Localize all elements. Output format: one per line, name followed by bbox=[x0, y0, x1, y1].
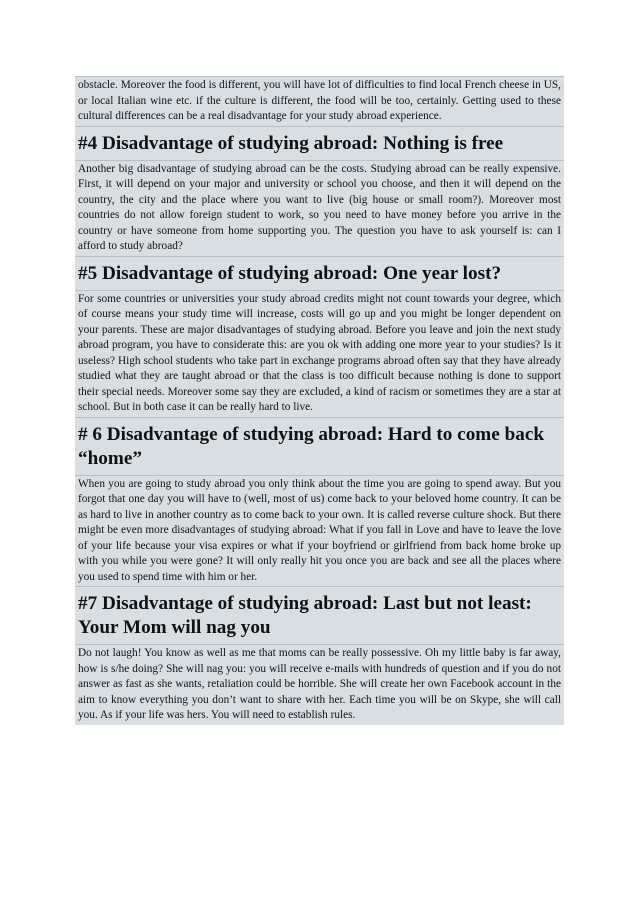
document-content bbox=[75, 76, 564, 725]
section-6-heading: # 6 Disadvantage of studying abroad: Hard to come back “home” bbox=[75, 417, 564, 475]
section-7-body: Do not laugh! You know as well as me that moms can be really possessive. Oh my little baby is far away, how is s/he doing? She will nag you: you will receive e-mails with hundreds of question and if you do not answer as fast as she wants, retaliation could be horrible. She will create her own Facebook account in the aim to know everything you don’t want to share with her. Each time you will be on Skype, she will call you. As if your life was hers. You will need to establish rules. bbox=[75, 644, 564, 725]
section-4-body: Another big disadvantage of studying abroad can be the costs. Studying abroad can be really expensive. First, it will depend on your major and university or school you choose, and then it will depend on the country, the city and the place where you want to live (big house or small room?). Moreover most countries do not allow foreign student to work, so you need to have money before you arrive in the country or have someone from home supporting you. The question you have to ask yourself is: can I afford to study abroad? bbox=[75, 160, 564, 256]
intro-paragraph: obstacle. Moreover the food is different, you will have lot of difficulties to find local French cheese in US, or local Italian wine etc. if the culture is different, the food will be too, certainly. Getting used to these cultural differences can be a real disadvantage for your study abroad experience. bbox=[75, 76, 564, 126]
section-5-heading: #5 Disadvantage of studying abroad: One year lost? bbox=[75, 256, 564, 290]
section-6-body: When you are going to study abroad you only think about the time you are going to spend away. But you forgot that one day you will have to (well, most of us) come back to your beloved home country. It can be as hard to live in another country as to come back to your own. It is called reverse culture shock. But there might be even more disadvantages of studying abroad: What if you fall in Love and have to leave the love of your life because your visa expires or what if your boyfriend or girlfriend from back home broke up with you while you were gone? It will only really hit you once you are back and see all the places where you used to spend time with him or her. bbox=[75, 475, 564, 587]
section-7-heading: #7 Disadvantage of studying abroad: Last but not least: Your Mom will nag you bbox=[75, 586, 564, 644]
section-5-body: For some countries or universities your study abroad credits might not count towards your degree, which of course means your study time will increase, costs will go up and you might be longer dependent on your parents. These are major disadvantages of studying abroad. Before you leave and join the next study abroad program, you have to considerate this: are you ok with adding one more year to your studies? Is it useless? High school students who take part in exchange programs abroad often say that they have already studied what they are taught abroad or that the class is too difficult because nothing is done to support their special needs. Moreover some say they are excluded, a kind of racism or sometimes they are a star at school. But in both case it can be really hard to live. bbox=[75, 290, 564, 417]
section-4-heading: #4 Disadvantage of studying abroad: Nothing is free bbox=[75, 126, 564, 160]
